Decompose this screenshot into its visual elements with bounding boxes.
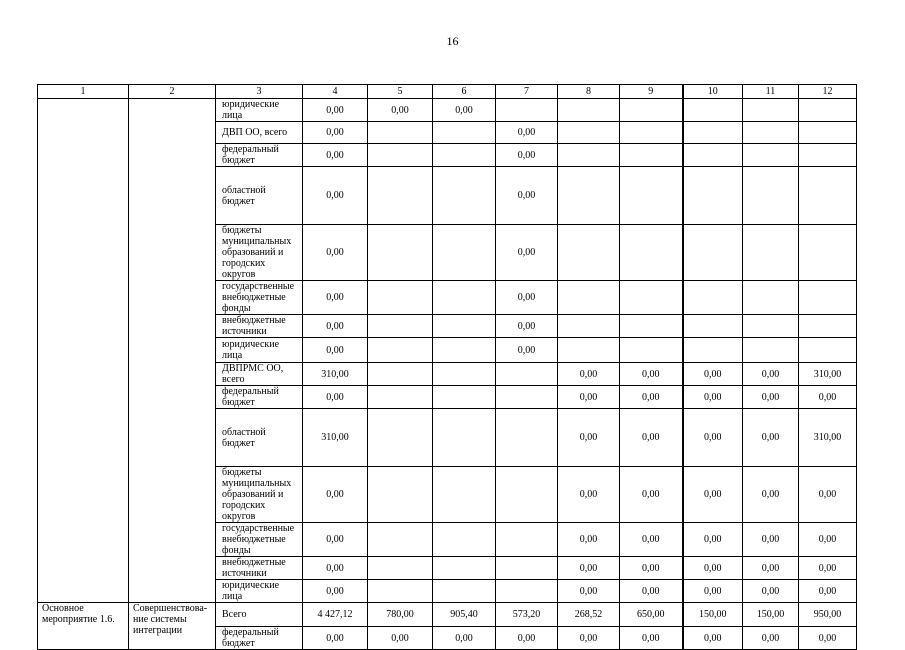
- value-cell: [496, 580, 558, 603]
- value-cell: [433, 167, 496, 225]
- value-cell: 0,00: [743, 409, 799, 467]
- value-cell: 0,00: [620, 409, 683, 467]
- value-cell: [558, 167, 620, 225]
- value-cell: 310,00: [303, 409, 368, 467]
- column-header-12: 12: [799, 85, 857, 99]
- value-cell: 0,00: [683, 467, 743, 523]
- value-cell: [683, 315, 743, 338]
- column-header-2: 2: [129, 85, 216, 99]
- funding-source-label: Всего: [216, 603, 303, 627]
- value-cell: [433, 557, 496, 580]
- value-cell: [799, 144, 857, 167]
- value-cell: [743, 99, 799, 122]
- activity-title: Совершенствова-ние системы интеграции: [129, 603, 216, 650]
- column-header-9: 9: [620, 85, 683, 99]
- funding-source-label: внебюджетные источники: [216, 557, 303, 580]
- funding-source-label: ДВП ОО, всего: [216, 122, 303, 144]
- value-cell: [433, 580, 496, 603]
- column-header-11: 11: [743, 85, 799, 99]
- value-cell: [799, 122, 857, 144]
- activity-name: Основное мероприятие 1.6.: [38, 603, 129, 650]
- value-cell: [620, 315, 683, 338]
- value-cell: 905,40: [433, 603, 496, 627]
- value-cell: [558, 315, 620, 338]
- funding-source-label: государственные внебюджетные фонды: [216, 523, 303, 557]
- value-cell: [620, 122, 683, 144]
- value-cell: 0,00: [799, 386, 857, 409]
- value-cell: 0,00: [558, 557, 620, 580]
- value-cell: 0,00: [496, 144, 558, 167]
- funding-source-label: бюджеты муниципальных образований и городских округов: [216, 467, 303, 523]
- funding-source-label: федеральный бюджет: [216, 627, 303, 650]
- value-cell: [433, 144, 496, 167]
- value-cell: [368, 557, 433, 580]
- value-cell: 4 427,12: [303, 603, 368, 627]
- value-cell: 0,00: [683, 386, 743, 409]
- funding-source-label: юридические лица: [216, 99, 303, 122]
- funding-source-label: юридические лица: [216, 580, 303, 603]
- value-cell: 0,00: [799, 580, 857, 603]
- column-header-5: 5: [368, 85, 433, 99]
- value-cell: 0,00: [496, 338, 558, 363]
- value-cell: [799, 167, 857, 225]
- column-header-6: 6: [433, 85, 496, 99]
- value-cell: [620, 225, 683, 281]
- funding-source-label: областной бюджет: [216, 167, 303, 225]
- value-cell: 0,00: [303, 467, 368, 523]
- value-cell: [368, 523, 433, 557]
- value-cell: 0,00: [620, 627, 683, 650]
- col2-cell: [129, 99, 216, 603]
- value-cell: [620, 338, 683, 363]
- value-cell: 0,00: [743, 557, 799, 580]
- value-cell: [743, 225, 799, 281]
- value-cell: [496, 99, 558, 122]
- value-cell: [433, 409, 496, 467]
- value-cell: [368, 409, 433, 467]
- funding-source-label: внебюджетные источники: [216, 315, 303, 338]
- value-cell: [743, 122, 799, 144]
- value-cell: [496, 467, 558, 523]
- value-cell: [496, 523, 558, 557]
- value-cell: 0,00: [303, 338, 368, 363]
- value-cell: [558, 99, 620, 122]
- funding-source-label: ДВПРМС ОО, всего: [216, 363, 303, 386]
- value-cell: 268,52: [558, 603, 620, 627]
- column-header-3: 3: [216, 85, 303, 99]
- value-cell: 0,00: [620, 386, 683, 409]
- value-cell: [743, 338, 799, 363]
- column-header-8: 8: [558, 85, 620, 99]
- value-cell: 0,00: [620, 523, 683, 557]
- value-cell: 0,00: [743, 580, 799, 603]
- value-cell: 0,00: [799, 557, 857, 580]
- value-cell: [368, 363, 433, 386]
- value-cell: [558, 225, 620, 281]
- value-cell: 0,00: [620, 363, 683, 386]
- value-cell: [558, 122, 620, 144]
- value-cell: [683, 225, 743, 281]
- value-cell: 0,00: [303, 122, 368, 144]
- value-cell: 150,00: [743, 603, 799, 627]
- value-cell: 0,00: [558, 409, 620, 467]
- value-cell: [743, 144, 799, 167]
- value-cell: 310,00: [799, 363, 857, 386]
- value-cell: [558, 144, 620, 167]
- funding-source-label: бюджеты муниципальных образований и городских округов: [216, 225, 303, 281]
- value-cell: 0,00: [368, 99, 433, 122]
- value-cell: 0,00: [558, 580, 620, 603]
- value-cell: 0,00: [303, 315, 368, 338]
- value-cell: 0,00: [433, 627, 496, 650]
- value-cell: [496, 409, 558, 467]
- value-cell: [368, 315, 433, 338]
- column-header-10: 10: [683, 85, 743, 99]
- value-cell: [368, 225, 433, 281]
- funding-source-label: федеральный бюджет: [216, 144, 303, 167]
- value-cell: 0,00: [558, 467, 620, 523]
- value-cell: [620, 144, 683, 167]
- value-cell: [496, 386, 558, 409]
- value-cell: [368, 580, 433, 603]
- budget-table: [37, 84, 857, 650]
- value-cell: [433, 122, 496, 144]
- funding-source-label: государственные внебюджетные фонды: [216, 281, 303, 315]
- value-cell: [799, 99, 857, 122]
- value-cell: [433, 386, 496, 409]
- value-cell: 0,00: [496, 225, 558, 281]
- value-cell: [799, 281, 857, 315]
- page-number: 16: [446, 34, 459, 48]
- value-cell: [433, 363, 496, 386]
- value-cell: [620, 167, 683, 225]
- value-cell: 0,00: [743, 523, 799, 557]
- value-cell: 0,00: [368, 627, 433, 650]
- value-cell: 0,00: [303, 225, 368, 281]
- value-cell: [743, 281, 799, 315]
- value-cell: 0,00: [303, 580, 368, 603]
- value-cell: 0,00: [303, 557, 368, 580]
- value-cell: [799, 338, 857, 363]
- value-cell: [433, 523, 496, 557]
- value-cell: [368, 281, 433, 315]
- value-cell: [683, 167, 743, 225]
- value-cell: 0,00: [620, 580, 683, 603]
- value-cell: [433, 467, 496, 523]
- value-cell: 0,00: [496, 122, 558, 144]
- column-header-7: 7: [496, 85, 558, 99]
- value-cell: 0,00: [743, 363, 799, 386]
- value-cell: 0,00: [303, 144, 368, 167]
- value-cell: [743, 167, 799, 225]
- value-cell: 0,00: [683, 557, 743, 580]
- value-cell: 0,00: [303, 523, 368, 557]
- value-cell: 0,00: [558, 363, 620, 386]
- value-cell: [368, 338, 433, 363]
- value-cell: [743, 315, 799, 338]
- value-cell: 0,00: [799, 467, 857, 523]
- column-header-4: 4: [303, 85, 368, 99]
- value-cell: 310,00: [303, 363, 368, 386]
- value-cell: 0,00: [743, 467, 799, 523]
- value-cell: 0,00: [496, 167, 558, 225]
- value-cell: 310,00: [799, 409, 857, 467]
- value-cell: [368, 144, 433, 167]
- value-cell: [496, 557, 558, 580]
- value-cell: 0,00: [743, 386, 799, 409]
- value-cell: [558, 281, 620, 315]
- value-cell: 0,00: [303, 99, 368, 122]
- value-cell: 780,00: [368, 603, 433, 627]
- table-row: [38, 603, 857, 627]
- value-cell: 0,00: [558, 523, 620, 557]
- value-cell: 950,00: [799, 603, 857, 627]
- value-cell: 0,00: [496, 281, 558, 315]
- value-cell: 0,00: [433, 99, 496, 122]
- value-cell: [368, 467, 433, 523]
- value-cell: 0,00: [558, 627, 620, 650]
- value-cell: 0,00: [496, 315, 558, 338]
- value-cell: [433, 225, 496, 281]
- value-cell: [799, 315, 857, 338]
- value-cell: [558, 338, 620, 363]
- col1-cell: [38, 99, 129, 603]
- value-cell: 0,00: [303, 627, 368, 650]
- value-cell: [799, 225, 857, 281]
- value-cell: [368, 122, 433, 144]
- funding-source-label: областной бюджет: [216, 409, 303, 467]
- value-cell: [496, 363, 558, 386]
- column-header-1: 1: [38, 85, 129, 99]
- value-cell: [368, 167, 433, 225]
- table-row: [38, 99, 857, 122]
- value-cell: [683, 338, 743, 363]
- value-cell: 650,00: [620, 603, 683, 627]
- value-cell: [368, 386, 433, 409]
- value-cell: 0,00: [683, 523, 743, 557]
- value-cell: [433, 281, 496, 315]
- value-cell: 150,00: [683, 603, 743, 627]
- value-cell: [683, 281, 743, 315]
- value-cell: 0,00: [620, 467, 683, 523]
- value-cell: 0,00: [620, 557, 683, 580]
- value-cell: 0,00: [799, 627, 857, 650]
- value-cell: 0,00: [303, 281, 368, 315]
- funding-source-label: федеральный бюджет: [216, 386, 303, 409]
- value-cell: 0,00: [799, 523, 857, 557]
- value-cell: [433, 315, 496, 338]
- value-cell: [433, 338, 496, 363]
- value-cell: 0,00: [683, 627, 743, 650]
- funding-source-label: юридические лица: [216, 338, 303, 363]
- value-cell: 0,00: [303, 386, 368, 409]
- value-cell: 0,00: [496, 627, 558, 650]
- value-cell: 0,00: [683, 580, 743, 603]
- value-cell: 0,00: [683, 363, 743, 386]
- value-cell: [620, 99, 683, 122]
- value-cell: 0,00: [558, 386, 620, 409]
- value-cell: [683, 144, 743, 167]
- value-cell: [620, 281, 683, 315]
- value-cell: 0,00: [743, 627, 799, 650]
- value-cell: [683, 99, 743, 122]
- value-cell: 0,00: [683, 409, 743, 467]
- value-cell: 0,00: [303, 167, 368, 225]
- header-row: [38, 85, 857, 99]
- value-cell: 573,20: [496, 603, 558, 627]
- value-cell: [683, 122, 743, 144]
